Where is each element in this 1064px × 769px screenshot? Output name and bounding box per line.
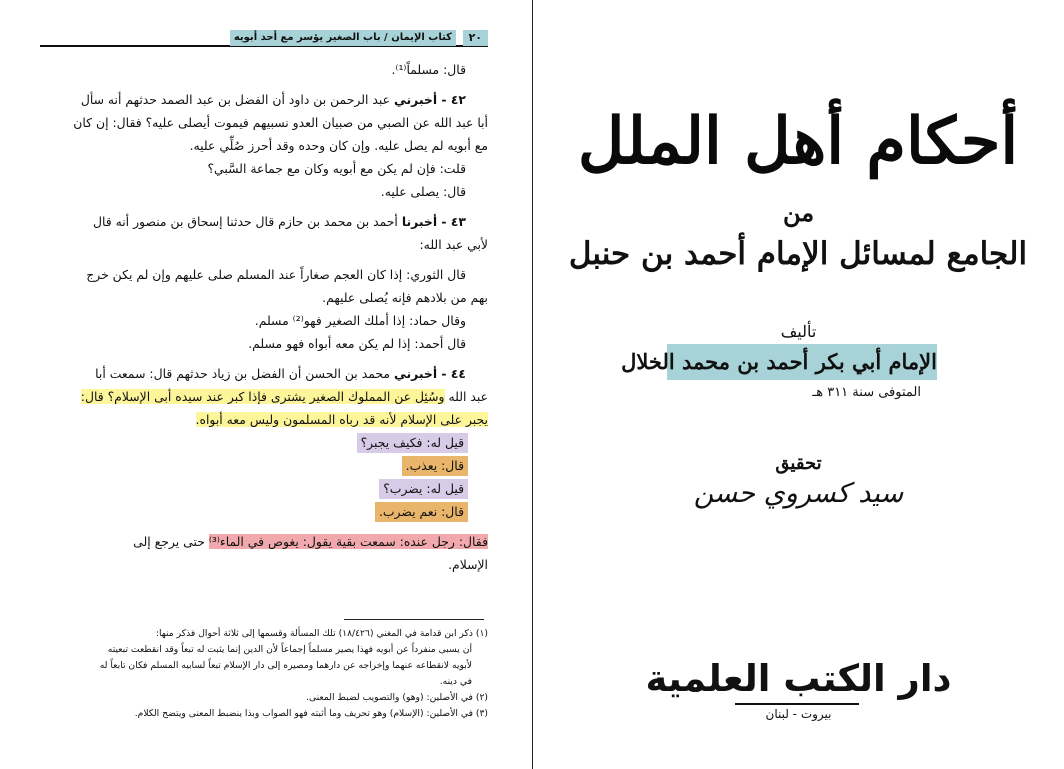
main-text: [44, 58, 488, 583]
highlight-answer: يجبر على الإسلام لأنه قد رباه المسلمون وليس معه أبواه.: [195, 412, 488, 427]
text-line: أحمد بن محمد بن حازم قال حدثنا إسحاق بن منصور أنه قال: [92, 214, 398, 229]
footnote-1-cont: في دينه.: [439, 676, 472, 687]
footnote-1-cont: لأبويه لانقطاعه عنهما وإخراجه عن دارهما ومصيره إلى دار الإسلام تبعاً لسابيه المسلم فكان تابعاً له: [99, 660, 472, 671]
footnote-rule: [344, 619, 484, 620]
text-line: وقال حماد: إذا أملك الصغير فهو⁽²⁾ مسلم.: [254, 313, 466, 328]
text-line: قلت: فإن لم يكن مع أبويه وكان مع جماعة السَّبي؟: [207, 161, 466, 176]
text-line: بهم من بلادهم فإنه يُصلى عليهم.: [322, 290, 488, 305]
hadith-number: ٤٢ - أخبرني: [393, 92, 466, 107]
footnote-2: (٢) في الأصلين: (وهو) والتصويب لضبط المعنى.: [306, 692, 488, 703]
hadith-44: [44, 362, 488, 385]
footnote-3: (٣) في الأصلين: (الإسلام) وهو تحريف وما أثبته فهو الصواب وبذا ينضبط المعنى ويتضح الكلام.: [134, 708, 488, 719]
highlight-narration: فقال: رجل عنده: سمعت بقية يقول: يغوص في الماء⁽³⁾: [208, 534, 488, 549]
text-line: [44, 431, 488, 454]
highlight-answer: قال: نعم يضرب.: [375, 502, 468, 522]
text-line: لأبي عبد الله:: [419, 237, 488, 252]
highlight-question: قيل له: فكيف يجبر؟: [357, 433, 468, 453]
text-line: عبد الرحمن بن داود أن الفضل بن عبد الصمد حدثهم أنه سأل: [80, 92, 390, 107]
publisher-location: بيروت - لبنان: [765, 707, 832, 721]
text-line: محمد بن الحسن أن الفضل بن زياد حدثهم قال: سمعت أبا: [95, 366, 390, 381]
publisher-rule: [735, 703, 859, 705]
book-title: أحكام أهل الملل: [577, 104, 1019, 179]
footnotes: [44, 626, 488, 722]
text-line: الإسلام.: [448, 557, 488, 572]
footnote-1: (١) ذكر ابن قدامة في المغني (١٨/٤٢٦) تلك المسألة وقسمها إلى ثلاثة أحوال فذكر منها:: [155, 628, 488, 639]
text-line: [44, 454, 488, 477]
text-line: مع أبويه لم يصل عليه. وإن كان وحده وقد أحرز صُلِّي عليه.: [189, 138, 488, 153]
text-line: [44, 408, 488, 431]
hadith-43: [44, 210, 488, 233]
author-name: الإمام أبي بكر أحمد بن محمد الخلال: [667, 344, 937, 380]
hadith-number: ٤٤ - أخبرني: [393, 366, 466, 381]
text-line: [44, 500, 488, 523]
highlight-question: وسُئِل عن المملوك الصغير يشترى فإذا كبر عند سيده أبى الإسلام؟ قال:: [80, 389, 445, 404]
editor-name: سيد كسروي حسن: [693, 478, 904, 509]
text-line: قال أحمد: إذا لم يكن معه أبواه فهو مسلم.: [248, 336, 466, 351]
text-line: [44, 385, 488, 408]
footnote-1-cont: أن يسبى منفرداً عن أبويه فهذا يصير مسلماً إجماعاً لأن الدين إنما يثبت له تبعاً وقد انقطعت تبعيته: [107, 644, 472, 655]
right-page: [533, 0, 1064, 769]
highlight-answer: قال: يعذب.: [402, 456, 468, 476]
editing-label: تحقيق: [775, 453, 822, 474]
title-connector: من: [782, 198, 815, 227]
text-line: [44, 477, 488, 500]
book-subtitle: الجامع لمسائل الإمام أحمد بن حنبل: [568, 236, 1028, 272]
hadith-42: [44, 88, 488, 111]
text-line: قال: يصلى عليه.: [380, 184, 466, 199]
text-line: قال الثوري: إذا كان العجم صغاراً عند المسلم صلى عليهم وإن لم يكن خرج: [86, 267, 466, 282]
text-segment: حتى يرجع إلى: [133, 534, 205, 549]
text-line: قال: مسلماً⁽¹⁾.: [391, 62, 466, 77]
chapter-title: كتاب الإيمان / باب الصغير يؤسر مع أحد أبويه: [230, 30, 456, 46]
hadith-number: ٤٣ - أخبرنا: [401, 214, 466, 229]
publisher-logo: دار الكتب العلمية: [645, 657, 952, 700]
authorship-label: تأليف: [780, 322, 817, 341]
author-death-date: المتوفى سنة ٣١١ هـ: [812, 385, 921, 400]
running-header: [40, 30, 488, 46]
text-line: [44, 530, 488, 553]
page-number: ٢٠: [463, 30, 488, 46]
highlight-question: قيل له: يضرب؟: [379, 479, 468, 499]
text-line: أبا عبد الله عن الصبي من صبيان العدو نسبيهم فيموت أيصلى عليه؟ فقال: إن كان: [73, 115, 488, 130]
text-segment: عبد الله: [448, 389, 488, 404]
